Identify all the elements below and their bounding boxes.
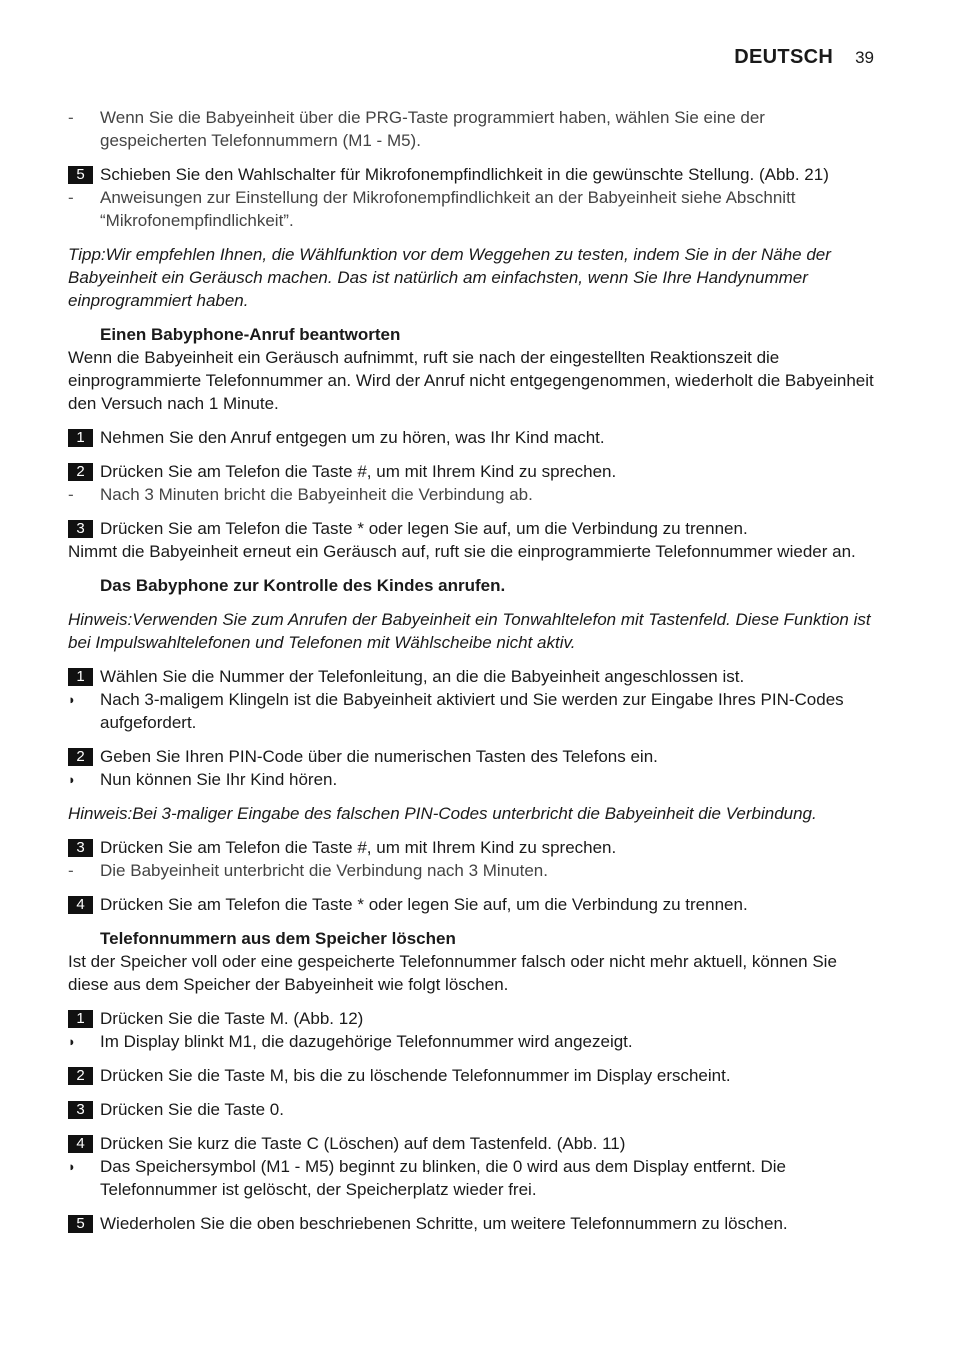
- result-text: Im Display blinkt M1, die dazugehörige Telefonnummer wird angezeigt.: [100, 1032, 633, 1051]
- step-text: Schieben Sie den Wahlschalter für Mikrofonempfindlichkeit in die gewünschte Stellung. (Abb. 21): [100, 165, 829, 184]
- language-label: DEUTSCH: [734, 46, 834, 68]
- dash-note: [68, 859, 874, 882]
- dash-bullet-icon: -: [68, 485, 74, 504]
- step-number-badge: 1: [68, 429, 93, 447]
- step-number-badge: 4: [68, 1135, 93, 1153]
- result-text: Nach 3-maligem Klingeln ist die Babyeinheit aktiviert und Sie werden zur Eingabe Ihres PIN-Codes aufgefordert.: [100, 690, 844, 732]
- section-heading: Das Babyphone zur Kontrolle des Kindes anrufen.: [100, 576, 506, 595]
- step-item: [68, 745, 874, 768]
- page-content: [68, 106, 874, 1235]
- step-text: Drücken Sie die Taste M. (Abb. 12): [100, 1009, 364, 1028]
- section-heading: Einen Babyphone-Anruf beantworten: [100, 325, 401, 344]
- step-number-badge: 1: [68, 1010, 93, 1028]
- step-text: Nehmen Sie den Anruf entgegen um zu hören, was Ihr Kind macht.: [100, 428, 605, 447]
- step-number-badge: 4: [68, 896, 93, 914]
- page-header: [734, 46, 874, 69]
- step-item: [68, 426, 874, 449]
- dash-note-text: Anweisungen zur Einstellung der Mikrofonempfindlichkeit an der Babyeinheit siehe Abschnitt “Mikrofonempfindlichkeit”.: [100, 188, 796, 230]
- step-item: [68, 163, 874, 186]
- step-number-badge: 3: [68, 520, 93, 538]
- step-text: Drücken Sie die Taste M, bis die zu löschende Telefonnummer im Display erscheint.: [100, 1066, 731, 1085]
- step-text: Drücken Sie die Taste 0.: [100, 1100, 284, 1119]
- dash-bullet-icon: -: [68, 108, 74, 127]
- dash-bullet-icon: -: [68, 188, 74, 207]
- body-paragraph: Nimmt die Babyeinheit erneut ein Geräusch auf, ruft sie die einprogrammierte Telefonnummer wieder an.: [68, 542, 856, 561]
- step-number-badge: 2: [68, 748, 93, 766]
- step-item: [68, 893, 874, 916]
- result-item: [68, 1155, 874, 1201]
- step-text: Drücken Sie am Telefon die Taste * oder legen Sie auf, um die Verbindung zu trennen.: [100, 519, 748, 538]
- step-item: [68, 1007, 874, 1030]
- step-number-badge: 1: [68, 668, 93, 686]
- step-number-badge: 5: [68, 1215, 93, 1233]
- step-item: [68, 1132, 874, 1155]
- step-text: Drücken Sie kurz die Taste C (Löschen) auf dem Tastenfeld. (Abb. 11): [100, 1134, 626, 1153]
- step-item: [68, 665, 874, 688]
- step-item: [68, 1064, 874, 1087]
- step-text: Wiederholen Sie die oben beschriebenen Schritte, um weitere Telefonnummern zu löschen.: [100, 1214, 788, 1233]
- step-number-badge: 5: [68, 166, 93, 184]
- dash-note-text: Nach 3 Minuten bricht die Babyeinheit die Verbindung ab.: [100, 485, 533, 504]
- result-text: Nun können Sie Ihr Kind hören.: [100, 770, 338, 789]
- result-text: Das Speichersymbol (M1 - M5) beginnt zu blinken, die 0 wird aus dem Display entfernt. Die Telefonnummer ist gelöscht, der Speicherplatz wieder frei.: [100, 1157, 786, 1199]
- dash-note: [68, 106, 874, 152]
- section-heading: Telefonnummern aus dem Speicher löschen: [100, 929, 456, 948]
- step-item: [68, 460, 874, 483]
- dash-note-text: Die Babyeinheit unterbricht die Verbindung nach 3 Minuten.: [100, 861, 548, 880]
- step-text: Geben Sie Ihren PIN-Code über die numerischen Tasten des Telefons ein.: [100, 747, 658, 766]
- hint-note: Tipp:Wir empfehlen Ihnen, die Wählfunktion vor dem Weggehen zu testen, indem Sie in der Nähe der Babyeinheit ein Geräusch machen. Das ist natürlich am einfachsten, wenn Sie Ihre Handynummer einprogrammiert haben.: [68, 245, 831, 310]
- step-text: Drücken Sie am Telefon die Taste * oder legen Sie auf, um die Verbindung zu trennen.: [100, 895, 748, 914]
- body-paragraph: Wenn die Babyeinheit ein Geräusch aufnimmt, ruft sie nach der eingestellten Reaktionszeit die einprogrammierte Telefonnummer an. Wird der Anruf nicht entgegengenommen, wiederholt die Babyeinheit den Versuch nach 1 Minute.: [68, 348, 874, 413]
- dash-note-text: Wenn Sie die Babyeinheit über die PRG-Taste programmiert haben, wählen Sie eine der gespeicherten Telefonnummern (M1 - M5).: [100, 108, 765, 150]
- step-text: Drücken Sie am Telefon die Taste #, um mit Ihrem Kind zu sprechen.: [100, 838, 617, 857]
- dash-note: [68, 483, 874, 506]
- step-number-badge: 3: [68, 839, 93, 857]
- step-item: [68, 517, 874, 540]
- arrow-bullet-icon: ◗: [68, 692, 76, 707]
- step-item: [68, 1098, 874, 1121]
- step-item: [68, 1212, 874, 1235]
- arrow-bullet-icon: ◗: [68, 1034, 76, 1049]
- page-number: 39: [855, 48, 874, 67]
- step-number-badge: 3: [68, 1101, 93, 1119]
- step-number-badge: 2: [68, 463, 93, 481]
- dash-note: [68, 186, 874, 232]
- step-text: Wählen Sie die Nummer der Telefonleitung, an die die Babyeinheit angeschlossen ist.: [100, 667, 745, 686]
- step-text: Drücken Sie am Telefon die Taste #, um mit Ihrem Kind zu sprechen.: [100, 462, 617, 481]
- step-number-badge: 2: [68, 1067, 93, 1085]
- hint-note: Hinweis:Bei 3-maliger Eingabe des falschen PIN-Codes unterbricht die Babyeinheit die Verbindung.: [68, 804, 817, 823]
- result-item: [68, 1030, 874, 1053]
- result-item: [68, 688, 874, 734]
- dash-bullet-icon: -: [68, 861, 74, 880]
- result-item: [68, 768, 874, 791]
- body-paragraph: Ist der Speicher voll oder eine gespeicherte Telefonnummer falsch oder nicht mehr aktuell, können Sie diese aus dem Speicher der Babyeinheit wie folgt löschen.: [68, 952, 837, 994]
- step-item: [68, 836, 874, 859]
- arrow-bullet-icon: ◗: [68, 772, 76, 787]
- arrow-bullet-icon: ◗: [68, 1159, 76, 1174]
- hint-note: Hinweis:Verwenden Sie zum Anrufen der Babyeinheit ein Tonwahltelefon mit Tastenfeld. Diese Funktion ist bei Impulswahltelefonen und Telefonen mit Wählscheibe nicht aktiv.: [68, 610, 871, 652]
